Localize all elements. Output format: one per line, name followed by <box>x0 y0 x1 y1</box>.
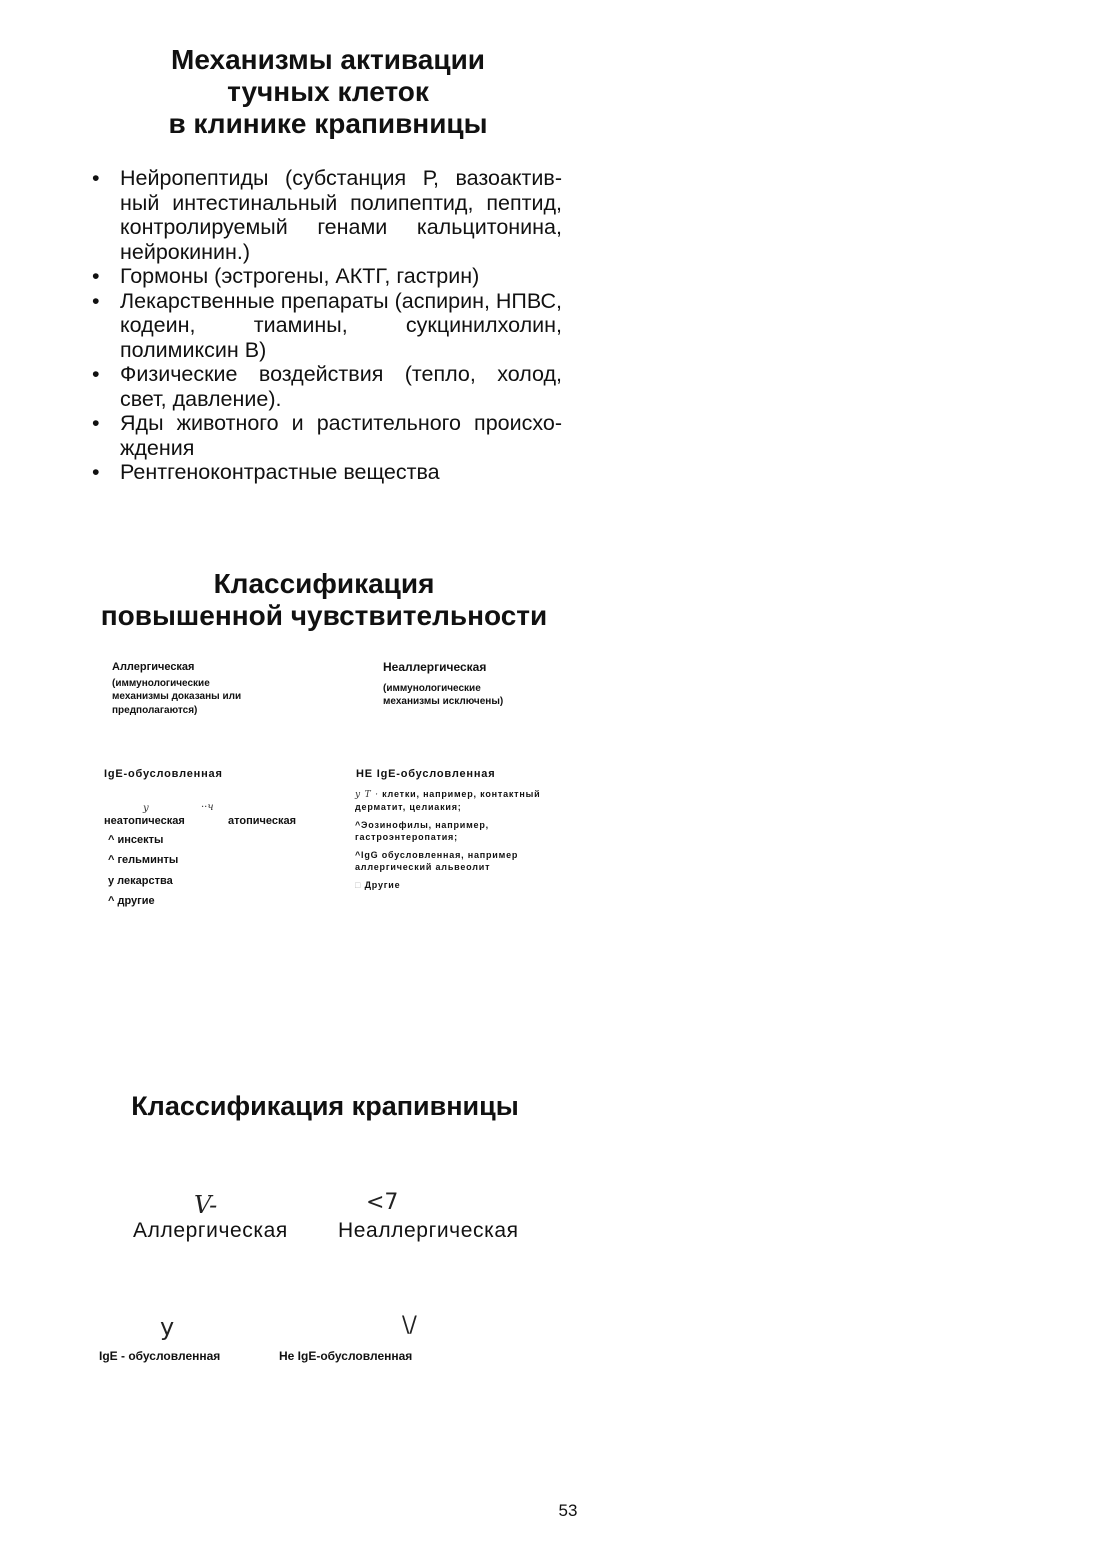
non-ige-mediated-label: НЕ IgE-обусловленная <box>356 768 496 780</box>
allergic-note-line: (иммунологические <box>112 677 210 689</box>
list-item: ^ гельминты <box>108 854 179 866</box>
allergic-label: Аллергическая <box>112 661 195 673</box>
atopic-label: атопическая <box>228 815 297 827</box>
list-item-text: Яды животного и растительного происхо-ждения <box>120 411 562 460</box>
non-ige-item <box>355 850 518 873</box>
bullet: • <box>92 362 100 386</box>
bullet: • <box>92 264 100 288</box>
item-line: дерматит, целиакия; <box>355 801 462 812</box>
item-line: ^IgG обусловленная, например <box>355 850 519 860</box>
item-line: гастроэнтеропатия; <box>355 831 458 842</box>
nonallergic-label: Неаллергическая <box>338 1219 519 1242</box>
urticaria-classification-title: Классификация крапивницы <box>131 1091 519 1121</box>
ige-mediated-label: IgE-обусловленная <box>104 768 223 780</box>
list-item-text: Лекарственные препараты (аспирин, НПВС, кодеин, тиамины, сукцинилхолин, полимиксин В) <box>120 288 563 362</box>
list-item: ^ другие <box>108 895 155 907</box>
bullet: • <box>92 460 100 484</box>
list-item-text: Нейропептиды (субстанция Р, вазоактив-ный интестинальный полипептид, пептид, контролируемый генами кальцитонина, нейрокинин.) <box>120 166 562 264</box>
list-item: у лекарства <box>108 875 173 887</box>
branch-mark: у <box>160 1313 175 1341</box>
list-item: ^ инсекты <box>108 834 164 846</box>
branch-mark: у <box>143 803 149 814</box>
bullet: • <box>92 288 100 313</box>
non-ige-mediated-label: Не IgE-обусловленная <box>279 1349 413 1363</box>
nonallergic-note-line: (иммунологические <box>383 682 481 694</box>
item-line: аллергический альвеолит <box>355 861 491 872</box>
list-item-text: Рентгеноконтрастные вещества <box>120 460 440 484</box>
ige-mediated-label: IgE - обусловленная <box>99 1349 221 1363</box>
non-ige-item <box>355 789 540 813</box>
branch-mark: ··ч <box>201 802 214 813</box>
title-line: Механизмы активации <box>171 44 485 75</box>
page-number: 53 <box>558 1501 578 1520</box>
item-line: клетки, например, контактный <box>382 789 541 799</box>
title-line: повышенной чувствительности <box>100 600 548 631</box>
branch-mark: V- <box>194 1191 218 1219</box>
non-ige-item <box>355 820 489 843</box>
mast-cell-title <box>90 44 566 140</box>
nonallergic-note-line: механизмы исключены) <box>383 696 504 707</box>
activation-factors-list <box>92 166 562 485</box>
title-line: тучных клеток <box>227 76 429 107</box>
nonallergic-branch <box>383 661 503 709</box>
item-line: ^Эозинофилы, например, <box>355 820 489 830</box>
bullet: • <box>92 166 100 190</box>
hypersensitivity-title <box>90 568 558 632</box>
branch-mark: \/ <box>402 1313 417 1338</box>
list-item-text: Физические воздействия (тепло, холод, свет, давление). <box>120 362 562 411</box>
bullet: • <box>92 411 100 435</box>
list-item <box>92 411 562 460</box>
item-line: Другие <box>364 880 401 890</box>
nonatopic-label: неатопическая <box>104 815 185 827</box>
list-item <box>92 166 562 264</box>
list-item <box>92 460 562 485</box>
branch-mark: <7 <box>366 1190 399 1215</box>
list-item <box>92 362 562 411</box>
item-prefix: у Т · <box>355 790 379 800</box>
nonallergic-label: Неаллергическая <box>383 660 487 674</box>
list-item <box>92 264 562 289</box>
list-item-text: Гормоны (эстрогены, АКТГ, гастрин) <box>120 264 480 288</box>
allergic-note-line: механизмы доказаны или <box>112 691 242 702</box>
allergic-branch <box>112 661 241 717</box>
item-prefix: □ <box>355 880 362 890</box>
list-item <box>92 289 562 363</box>
title-line: в клинике крапивницы <box>168 108 488 139</box>
allergic-label: Аллергическая <box>133 1219 288 1242</box>
title-line: Классификация <box>213 568 435 599</box>
allergic-note-line: предполагаются) <box>112 704 198 716</box>
non-ige-item <box>355 880 400 892</box>
